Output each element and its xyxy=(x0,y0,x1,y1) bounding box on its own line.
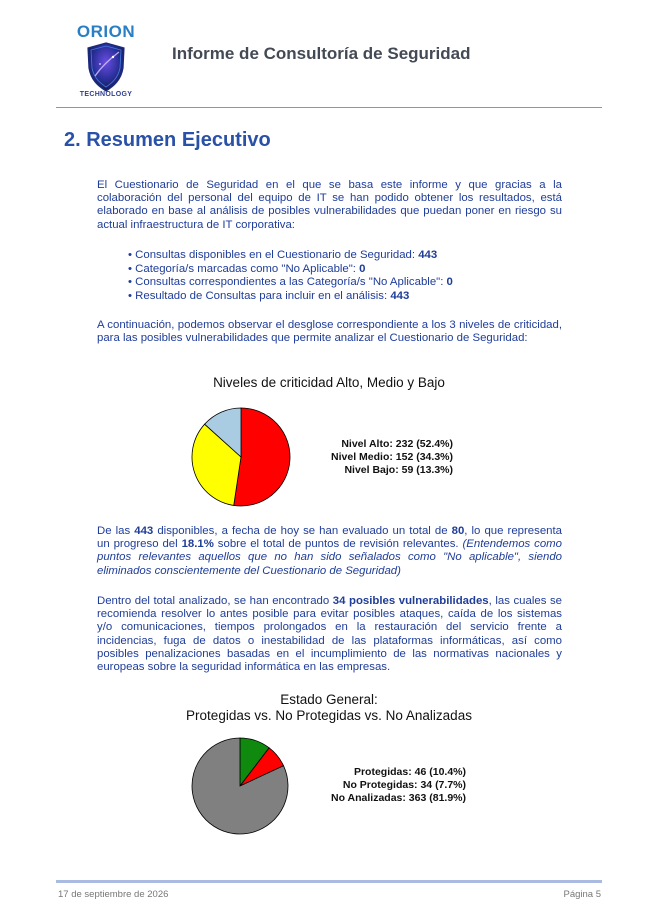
progress-text: disponibles, a fecha de hoy se han evaluado un total de xyxy=(153,525,452,537)
bullet-value: 0 xyxy=(359,262,366,275)
status-chart-title-line2: Protegidas vs. No Protegidas vs. No Analizadas xyxy=(186,707,472,723)
header-divider xyxy=(56,107,602,108)
status-chart-title xyxy=(56,692,602,723)
legend-entry-protegidas: Protegidas: 46 (10.4%) xyxy=(353,766,466,778)
vulns-count: 34 posibles vulnerabilidades xyxy=(332,595,489,607)
legend-entry-bajo: Nivel Bajo: 59 (13.3%) xyxy=(344,464,453,477)
shield-icon xyxy=(86,42,126,92)
report-title: Informe de Consultoría de Seguridad xyxy=(172,44,471,63)
criticality-legend xyxy=(318,438,453,478)
progress-paragraph xyxy=(97,525,562,578)
footer-divider xyxy=(56,880,602,883)
logo-subtitle: TECHNOLOGY xyxy=(79,91,133,98)
status-pie-chart xyxy=(190,736,290,836)
bullet-value: 443 xyxy=(418,249,438,261)
bullet-value: 443 xyxy=(390,289,410,302)
legend-entry-no-analizadas: No Analizadas: 363 (81.9%) xyxy=(331,792,466,805)
vulns-text: Dentro del total analizado, se han encontrado xyxy=(97,595,333,607)
bullet-item xyxy=(128,276,558,290)
bullet-item xyxy=(128,249,558,263)
progress-text: De las xyxy=(97,525,135,537)
legend-entry-alto: Nivel Alto: 232 (52.4%) xyxy=(341,438,453,450)
summary-bullet-list xyxy=(128,249,558,303)
vulnerabilities-paragraph xyxy=(97,595,562,674)
progress-available: 443 xyxy=(134,525,154,537)
vulns-text: , las cuales se recomienda resolver lo antes posible para evitar posibles ataques, caída de los sistemas y/o comunicaciones, tiempos prolongados en la restauración del servicio frente a incidencias, fuga de datos o inestabilidad de las plataformas informáticas, así como posibles penalizaciones basadas en el incumplimiento de las normativas nacionales y europeas sobre la seguridad informática en las empresas. xyxy=(97,595,562,674)
progress-percent: 18.1% xyxy=(181,538,214,551)
criticality-chart-title: Niveles de criticidad Alto, Medio y Bajo xyxy=(213,375,445,390)
bullet-label: Consultas disponibles en el Cuestionario de Seguridad: xyxy=(135,249,419,261)
breakdown-paragraph: A continuación, podemos observar el desglose correspondiente a los 3 niveles de criticidad, para las posibles vulnerabilidades que permite analizar el Cuestionario de Seguridad: xyxy=(97,319,562,345)
progress-evaluated: 80 xyxy=(451,525,465,537)
footer-date: 17 de septiembre de 2026 xyxy=(58,889,169,900)
status-legend xyxy=(314,766,466,806)
bullet-item xyxy=(128,290,558,304)
bullet-label: Categoría/s marcadas como "No Aplicable": xyxy=(135,262,360,275)
bullet-item xyxy=(128,263,558,277)
pie-slice-0 xyxy=(234,408,290,506)
intro-paragraph: El Cuestionario de Seguridad en el que se basa este informe y que gracias a la colaboración del personal del equipo de IT se han podido obtener los resultados, está elaborado en base al análisis de posibles vulnerabilidades que puedan poner en riesgo su actual infraestructura de IT corporativa: xyxy=(97,179,562,231)
bullet-label: Resultado de Consultas para incluir en el análisis: xyxy=(135,289,391,302)
progress-text: , lo que representa un progreso del xyxy=(97,525,562,551)
legend-entry-medio: Nivel Medio: 152 (34.3%) xyxy=(331,451,453,464)
bullet-value: 0 xyxy=(446,276,453,288)
logo-wordmark: ORION xyxy=(76,22,136,41)
progress-text: sobre el total de puntos de revisión relevantes. xyxy=(213,538,459,551)
footer-page-number: Página 5 xyxy=(563,889,601,900)
section-heading: 2. Resumen Ejecutivo xyxy=(64,129,271,151)
status-chart-title-line1: Estado General: xyxy=(280,692,378,707)
criticality-pie-chart xyxy=(190,406,292,508)
legend-entry-no-protegidas: No Protegidas: 34 (7.7%) xyxy=(342,779,466,792)
bullet-label: Consultas correspondientes a las Categoría/s "No Aplicable": xyxy=(135,276,447,288)
company-logo xyxy=(68,22,144,100)
progress-note: (Entendemos como puntos relevantes aquellos que no han sido señalados como "No aplicable", siendo eliminados conscientemente del Cuestionario de Seguridad) xyxy=(97,538,562,577)
